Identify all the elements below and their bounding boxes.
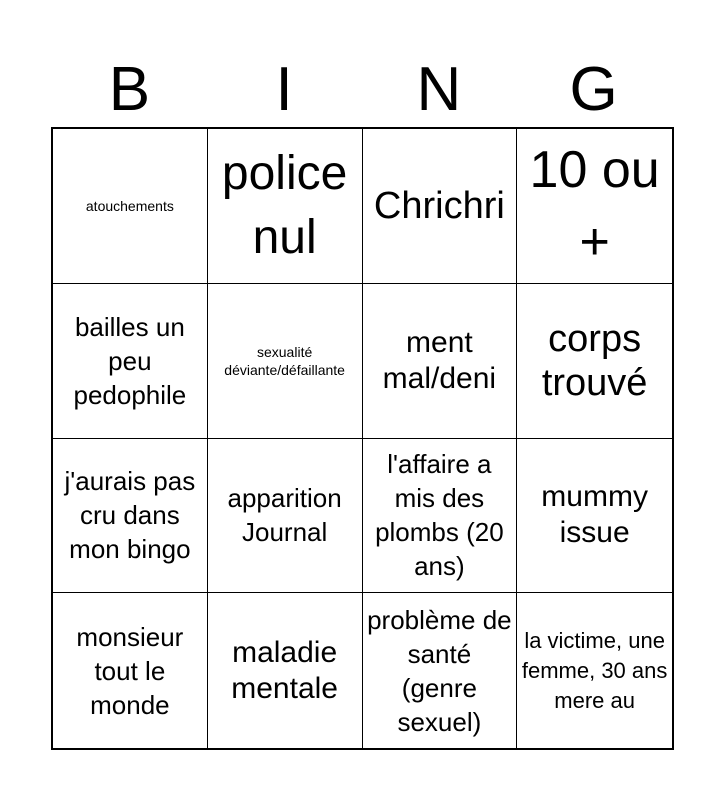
bingo-cell[interactable]	[53, 284, 208, 439]
bingo-cell[interactable]	[53, 129, 208, 284]
cell-text: police nul	[221, 146, 348, 264]
bingo-cell[interactable]	[53, 593, 208, 748]
bingo-cell[interactable]	[517, 439, 672, 594]
cell-text: bailles un peu pedophile	[73, 311, 187, 410]
bingo-cell[interactable]	[363, 284, 518, 439]
bingo-cell[interactable]	[363, 593, 518, 748]
cell-text: corps trouvé	[541, 317, 648, 404]
bingo-header	[52, 52, 671, 128]
cell-text: j'aurais pas cru dans mon bingo	[64, 466, 196, 565]
cell-text: 10 ou +	[529, 140, 660, 271]
cell-text: maladie mentale	[231, 635, 338, 705]
cell-text: sexualité déviante/défaillante	[224, 343, 345, 378]
cell-text: ment mal/deni	[382, 325, 497, 395]
cell-text: l'affaire a mis des plombs (20 ans)	[375, 449, 504, 582]
header-letter-i: I	[275, 55, 293, 124]
cell-text: atouchements	[85, 197, 174, 214]
bingo-cell[interactable]	[208, 439, 363, 594]
cell-text: monsieur tout le monde	[76, 621, 184, 720]
cell-text: mummy issue	[541, 480, 648, 550]
bingo-cell[interactable]	[517, 129, 672, 284]
bingo-cell[interactable]	[208, 284, 363, 439]
cell-text: Chrichri	[373, 184, 505, 227]
bingo-board	[51, 127, 674, 750]
cell-text: apparition Journal	[227, 483, 342, 548]
cell-text: problème de santé (genre sexuel)	[367, 604, 512, 737]
header-letter-b: B	[108, 55, 151, 124]
cell-text: la victime, une femme, 30 ans mere au	[521, 627, 668, 713]
bingo-cell[interactable]	[517, 593, 672, 748]
bingo-cell[interactable]	[53, 439, 208, 594]
bingo-cell[interactable]	[363, 439, 518, 594]
bingo-cell[interactable]	[208, 129, 363, 284]
bingo-cell[interactable]	[208, 593, 363, 748]
bingo-cell[interactable]	[517, 284, 672, 439]
header-letter-g: G	[569, 55, 618, 124]
bingo-cell[interactable]	[363, 129, 518, 284]
header-letter-n: N	[416, 55, 462, 124]
